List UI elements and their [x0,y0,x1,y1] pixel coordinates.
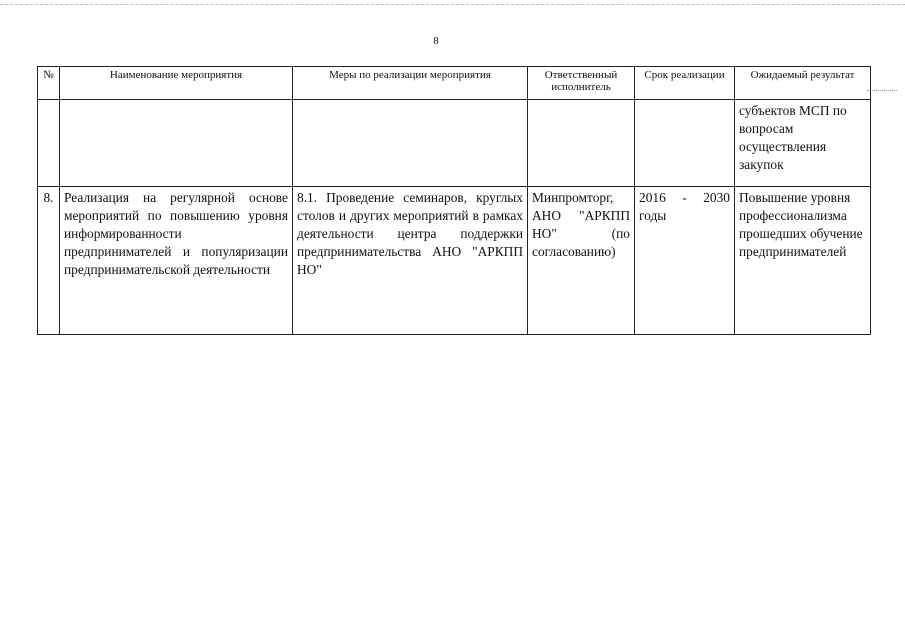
table-row-continuation [38,100,871,187]
header-executor: Ответственный исполнитель [528,67,635,100]
cell-result: субъектов МСП по вопросам осуществления закупок [735,100,871,187]
cell-name [60,100,293,187]
page-number: 8 [433,35,439,47]
scan-edge-mark [867,90,897,91]
header-term: Срок реализации [635,67,735,100]
measures-table [37,66,871,335]
header-num: № [38,67,60,100]
cell-name: Реализация на регулярной основе мероприятий по повышению уровня информированности предпринимателей и популяризации предпринимательской деятельности [60,187,293,335]
cell-num: 8. [38,187,60,335]
cell-measures [293,100,528,187]
cell-num [38,100,60,187]
scan-edge-line [0,4,905,5]
header-name: Наименование мероприятия [60,67,293,100]
cell-term [635,100,735,187]
cell-result: Повышение уровня профессионализма прошедших обучение предпринимателей [735,187,871,335]
cell-term: 2016 - 2030 годы [635,187,735,335]
cell-executor [528,100,635,187]
cell-executor: Минпромторг, АНО "АРКПП НО" (по согласованию) [528,187,635,335]
table-row-8 [38,187,871,335]
header-measures: Меры по реализации мероприятия [293,67,528,100]
cell-measures: 8.1. Проведение семинаров, круглых столов и других мероприятий в рамках деятельности центра поддержки предпринимательства АНО "АРКПП НО" [293,187,528,335]
table-header-row [38,67,871,100]
header-result: Ожидаемый результат [735,67,871,100]
